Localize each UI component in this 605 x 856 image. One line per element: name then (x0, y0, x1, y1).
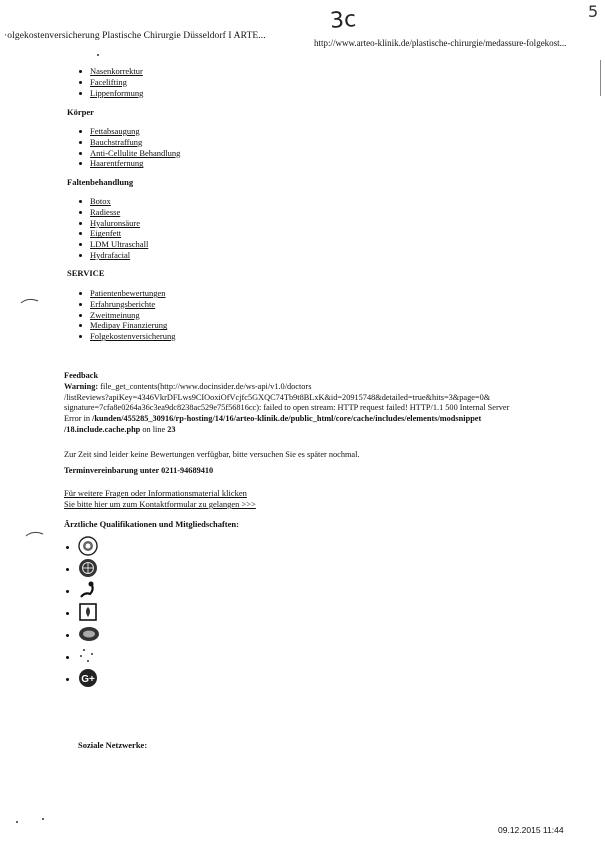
nav-link-facelifting[interactable]: Facelifting (90, 76, 127, 87)
nav-link-fettabsaugung[interactable]: Fettabsaugung (90, 126, 140, 136)
nav-link-erfahrungsberichte[interactable]: Erfahrungsberichte (90, 298, 156, 309)
stray-dot (42, 818, 44, 820)
bullet (66, 634, 69, 637)
appointment-phone: Terminvereinbarung unter 0211-94689410 (64, 466, 214, 475)
nav-item[interactable] (78, 158, 180, 169)
nav-falten-list (78, 196, 148, 261)
section-title-service: SERVICE (67, 268, 105, 278)
nav-item[interactable] (78, 228, 148, 239)
globe-seal-icon[interactable] (78, 558, 98, 578)
nav-item[interactable] (78, 331, 175, 342)
nav-item[interactable] (78, 288, 175, 299)
nav-link-anti-cellulite[interactable]: Anti-Cellulite Behandlung (90, 147, 181, 158)
figure-logo-icon[interactable] (78, 580, 98, 600)
warning-path: /kunden/455285_30916/rp-hosting/14/16/arteo-klinik.de/public_html/core/cache/includes/elements/modsnippet (92, 414, 482, 424)
nav-link-haarentfernung[interactable]: Haarentfernung (90, 158, 144, 169)
page-url: http://www.arteo-klinik.de/plastische-chirurgie/medassure-folgekost... (314, 38, 567, 48)
nav-link-hyaluronsaeure[interactable]: Hyaluronsäure (90, 217, 141, 228)
nav-link-eigenfett[interactable]: Eigenfett (90, 228, 122, 239)
page-title: ·olgekostenversicherung Plastische Chirurgie Düsseldorf I ARTE... (4, 31, 266, 41)
nav-item[interactable] (78, 310, 175, 321)
edge-line (600, 60, 601, 96)
nav-link-nasenkorrektur[interactable]: Nasenkorrektur (90, 66, 143, 76)
svg-text:G+: G+ (81, 674, 95, 685)
oval-badge-icon[interactable] (78, 624, 100, 644)
nav-item[interactable] (78, 299, 175, 310)
nav-link-folgekostenversicherung[interactable]: Folgekostenversicherung (90, 331, 176, 342)
qualifications-title: Ärztliche Qualifikationen und Mitgliedschaften: (64, 519, 239, 529)
bullet (66, 546, 69, 549)
nav-item[interactable] (78, 320, 175, 331)
social-title: Soziale Netzwerke: (78, 740, 148, 750)
warning-text: Error in (64, 414, 93, 424)
bullet (66, 612, 69, 615)
nav-link-zweitmeinung[interactable]: Zweitmeinung (90, 309, 140, 320)
print-date: 09.12.2015 11:44 (498, 825, 564, 835)
stray-dot (16, 821, 18, 823)
nav-item[interactable] (78, 77, 143, 88)
feedback-title: Feedback (64, 371, 99, 380)
bullet (66, 590, 69, 593)
nav-item[interactable] (78, 137, 180, 148)
small-dots-icon[interactable] (78, 646, 98, 666)
handwritten-page-number: 5 (588, 2, 599, 21)
margin-scribble (25, 530, 45, 538)
nav-item[interactable] (78, 126, 180, 137)
shield-logo-icon[interactable] (78, 602, 98, 622)
nav-link-hydrafacial[interactable]: Hydrafacial (90, 249, 131, 260)
warning-text: signature=7cfa8e0264a36c3ea9dc8238ac529e75f56816cc): failed to open stream: HTTP request failed! HTTP/1.1 500 Internal Server (64, 403, 510, 413)
margin-scribble (20, 297, 40, 305)
nav-link-radiesse[interactable]: Radiesse (90, 206, 121, 217)
nav-item[interactable] (78, 196, 148, 207)
nav-link-lippenformung[interactable]: Lippenformung (90, 87, 144, 98)
nav-item[interactable] (78, 239, 148, 250)
nav-koerper-list (78, 126, 180, 169)
nav-link-bauchstraffung[interactable]: Bauchstraffung (90, 136, 143, 147)
nav-link-botox[interactable]: Botox (90, 196, 111, 206)
contact-link-info[interactable]: Für weitere Fragen oder Informationsmaterial klicken (64, 488, 247, 498)
nav-service-list (78, 288, 175, 342)
bullet (66, 568, 69, 571)
section-title-falten: Faltenbehandlung (67, 177, 134, 187)
section-title-koerper: Körper (67, 107, 94, 117)
bullet (66, 656, 69, 659)
nav-item[interactable] (78, 66, 143, 77)
warning-path: /18.include.cache.php (64, 424, 141, 434)
warning-text: /listReviews?apiKey=4346VkrDFLws9CIOoxiOfVcjfc5GXQC74Tb9t8BLxK&id=20915748&detailed=true&hits=3&page=0& (64, 392, 491, 402)
bullet (66, 678, 69, 681)
warning-text: file_get_contents(http://www.docinsider.de/ws-api/v1.0/doctors (98, 381, 312, 391)
nav-item[interactable] (78, 207, 148, 218)
nav-top-list (78, 66, 143, 98)
nav-item[interactable] (78, 88, 143, 99)
google-plus-icon[interactable] (78, 668, 98, 688)
feedback-block (64, 371, 594, 436)
no-reviews-text: Zur Zeit sind leider keine Bewertungen verfügbar, bitte versuchen Sie es später nochmal. (64, 450, 360, 459)
nav-link-patientenbewertungen[interactable]: Patientenbewertungen (90, 288, 166, 298)
nav-item[interactable] (78, 148, 180, 159)
society-seal-icon[interactable] (78, 536, 98, 556)
warning-label: Warning: (64, 381, 99, 391)
handwritten-mark: 3c (329, 7, 357, 34)
contact-links (64, 488, 256, 510)
nav-item[interactable] (78, 250, 148, 261)
nav-item[interactable] (78, 218, 148, 229)
nav-link-medipay[interactable]: Medipay Finanzierung (90, 320, 168, 331)
contact-link-form[interactable]: Sie bitte hier um zum Kontaktformular zu gelangen >>> (64, 499, 256, 509)
stray-dot (97, 54, 99, 56)
warning-line-number: 23 (167, 424, 176, 434)
warning-text: on line (140, 424, 168, 434)
nav-link-ldm-ultraschall[interactable]: LDM Ultraschall (90, 239, 149, 250)
